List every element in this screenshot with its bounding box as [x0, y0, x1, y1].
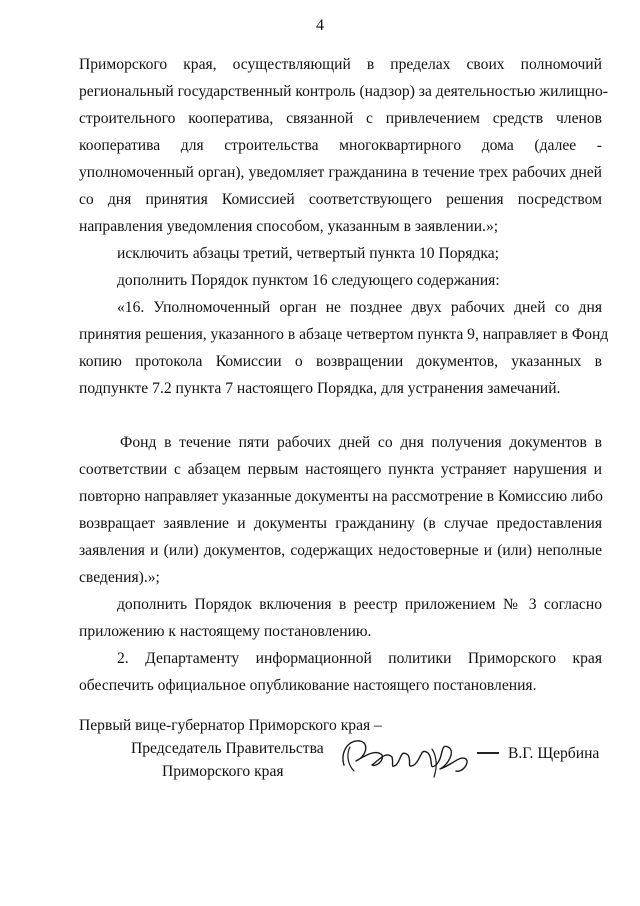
- signature-dash: [477, 752, 499, 754]
- signatory-title-line2: Председатель Правительства: [131, 740, 324, 757]
- text-line: Приморского края, осуществляющий в пределах своих полномочий: [79, 56, 602, 73]
- handwritten-signature: [336, 725, 486, 785]
- text-line: заявления и (или) документов, содержащих недостоверные и (или) неполные: [79, 542, 602, 559]
- text-line: направления уведомления способом, указанным в заявлении.»;: [79, 218, 499, 235]
- text-line: копию протокола Комиссии о возвращении документов, указанных в: [79, 353, 602, 370]
- text-line: региональный государственный контроль (надзор) за деятельностью жилищно-: [79, 83, 608, 100]
- text-line: строительного кооператива, связанной с привлечением средств членов: [79, 110, 602, 127]
- text-line: кооператива для строительства многоквартирного дома (далее -: [79, 137, 602, 154]
- text-line: Фонд в течение пяти рабочих дней со дня получения документов в: [120, 434, 602, 451]
- signatory-title-line1: Первый вице-губернатор Приморского края –: [79, 717, 382, 734]
- signatory-title-line3: Приморского края: [162, 763, 284, 780]
- signatory-name: В.Г. Щербина: [508, 745, 600, 762]
- text-line: обеспечить официальное опубликование настоящего постановления.: [79, 677, 537, 694]
- text-line: подпункте 7.2 пункта 7 настоящего Порядка, для устранения замечаний.: [79, 380, 561, 397]
- text-line: соответствии с абзацем первым настоящего пункта устраняет нарушения и: [79, 461, 602, 478]
- page-number: 4: [316, 17, 324, 34]
- text-line: дополнить Порядок включения в реестр приложением № 3 согласно: [117, 596, 602, 613]
- text-line: уполномоченный орган), уведомляет гражданина в течение трех рабочих дней: [79, 164, 602, 181]
- text-line: со дня принятия Комиссией соответствующего решения посредством: [79, 191, 602, 208]
- text-line: исключить абзацы третий, четвертый пункта 10 Порядка;: [117, 245, 500, 262]
- text-line: сведения).»;: [79, 569, 160, 586]
- text-line: «16. Уполномоченный орган не позднее двух рабочих дней со дня: [117, 299, 602, 316]
- text-line: повторно направляет указанные документы на рассмотрение в Комиссию либо: [79, 488, 603, 505]
- text-line: принятия решения, указанного в абзаце четвертом пункта 9, направляет в Фонд: [79, 326, 609, 343]
- text-line: приложению к настоящему постановлению.: [79, 623, 372, 640]
- text-line: 2. Департаменту информационной политики Приморского края: [117, 650, 602, 667]
- text-line: возвращает заявление и документы гражданину (в случае предоставления: [79, 515, 602, 532]
- text-line: дополнить Порядок пунктом 16 следующего содержания:: [117, 272, 500, 289]
